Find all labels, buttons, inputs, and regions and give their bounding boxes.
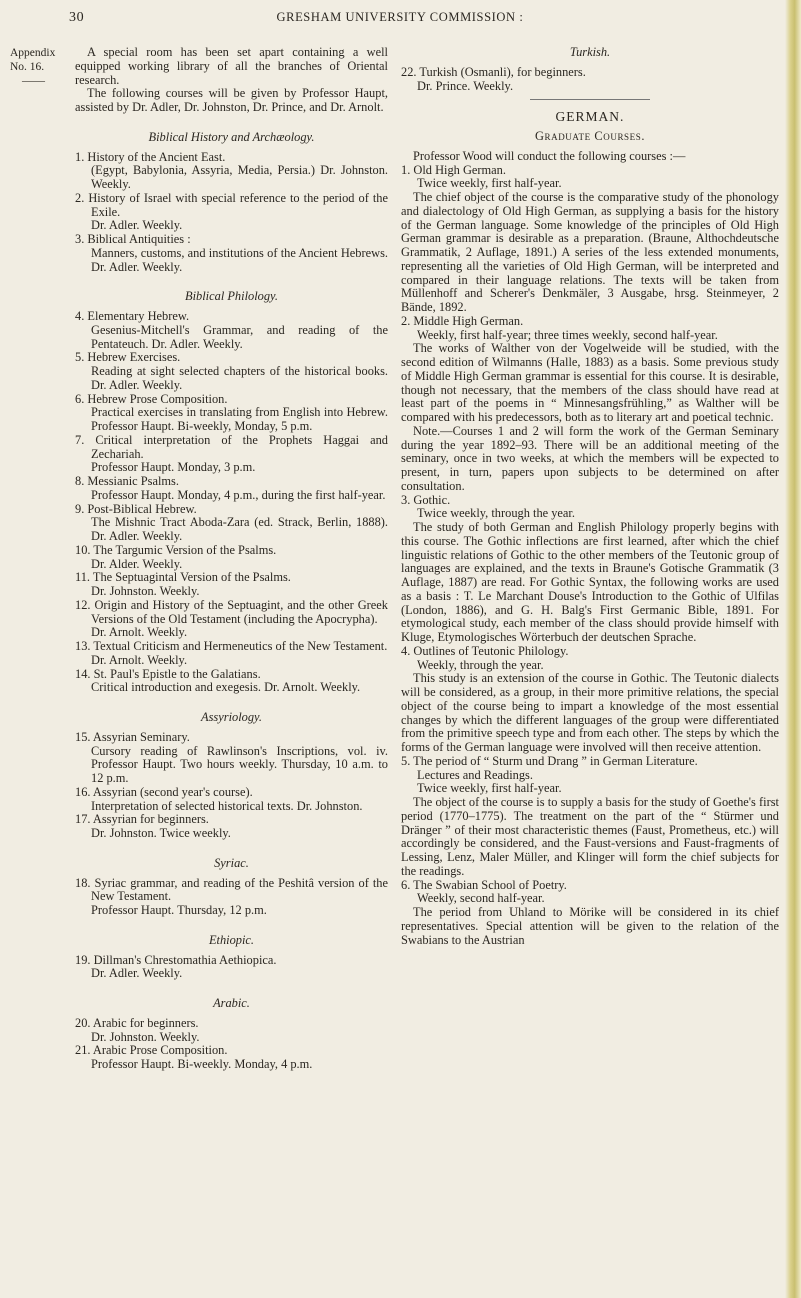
right-column [401, 46, 779, 947]
course-detail: Gesenius-Mitchell's Grammar, and reading of the Pentateuch. Dr. Adler. Weekly. [91, 322, 388, 351]
course-detail: Dr. Prince. Weekly. [417, 78, 514, 93]
course-item: 1. Old High German. [401, 162, 506, 177]
course-item: 1. History of the Ancient East. [75, 149, 226, 164]
section-heading: Graduate Courses. [534, 129, 646, 143]
margin-appendix: Appendix [10, 47, 56, 59]
paragraph: A special room has been set apart containing a well equipped working library of all the branches of Oriental research. [75, 45, 388, 87]
course-item: 18. Syriac grammar, and reading of the Peshitâ version of the New Testament. [75, 875, 388, 904]
course-item: 7. Critical interpretation of the Prophets Haggai and Zechariah. [75, 432, 388, 461]
paragraph: The chief object of the course is the comparative study of the phonology and dialectology of Old High German, as supplying a basis for the history of the German language. Some knowledge of the principles of Old High German grammar is desirable as a preparation. (Braune, Althochdeutsche Grammatik, 2 Auflage, 1891.) A series of the less extended monuments, representing all the varieties of Old High German, will be interpreted and compared in their language relations. The texts will be taken from Müllenhoff and Scherer's Denkmäler, 3 Ausgabe, hrsg. Steinmeyer, 2 Bände, 1892. [401, 190, 779, 314]
course-detail: Dr. Adler. Weekly. [91, 966, 183, 981]
course-detail: Manners, customs, and institutions of the Ancient Hebrews. Dr. Adler. Weekly. [91, 245, 388, 274]
course-item: 13. Textual Criticism and Hermeneutics of the New Testament. [75, 639, 388, 653]
paragraph: This study is an extension of the course in Gothic. The Teutonic dialects will be considered, as a group, in their more primitive relations, the special object of the course being to impart a knowledge of the most essential changes by which the different languages of the group were differentiated from the primitive speech type and from each other. The steps by which the forms of the German language were involved will then receive attention. [401, 671, 779, 754]
course-item: 21. Arabic Prose Composition. [75, 1043, 228, 1058]
course-detail: Weekly, through the year. [417, 657, 544, 672]
course-detail: Weekly, second half-year. [417, 891, 545, 906]
course-detail: Cursory reading of Rawlinson's Inscriptions, vol. iv. Professor Haupt. Two hours weekly. Thursday, 10 a.m. to 12 p.m. [91, 743, 388, 785]
course-detail: Dr. Arnolt. Weekly. [91, 652, 188, 667]
course-item: 5. Hebrew Exercises. [75, 350, 181, 365]
course-detail: Dr. Arnolt. Weekly. [91, 625, 188, 640]
course-detail: Professor Haupt. Monday, 4 p.m., during the first half-year. [91, 487, 386, 502]
course-detail: Critical introduction and exegesis. Dr. Arnolt. Weekly. [91, 680, 361, 695]
course-item: 3. Biblical Antiquities : [75, 232, 191, 246]
course-detail: Twice weekly, first half-year. [417, 176, 562, 191]
margin-note [10, 46, 60, 88]
page-number: 30 [69, 10, 85, 25]
course-detail: Professor Haupt. Monday, 3 p.m. [91, 460, 256, 475]
course-detail: (Egypt, Babylonia, Assyria, Media, Persia.) Dr. Johnston. Weekly. [91, 163, 388, 191]
course-item: 20. Arabic for beginners. [75, 1015, 199, 1030]
course-item: 6. Hebrew Prose Composition. [75, 391, 228, 406]
course-item: 15. Assyrian Seminary. [75, 729, 190, 744]
course-detail: Lectures and Readings. [417, 767, 533, 782]
section-heading: Biblical Philology. [185, 289, 278, 304]
left-column [75, 46, 388, 1072]
course-detail: Twice weekly, through the year. [417, 506, 575, 521]
section-heading: Arabic. [213, 996, 250, 1010]
course-detail: Professor Haupt. Bi-weekly. Monday, 4 p.m. [91, 1057, 313, 1071]
course-item: 10. The Targumic Version of the Psalms. [75, 542, 277, 557]
course-item: 4. Elementary Hebrew. [75, 309, 190, 323]
course-item: 16. Assyrian (second year's course). [75, 784, 253, 799]
course-item: 2. History of Israel with special reference to the period of the Exile. [75, 190, 388, 219]
course-detail: Professor Haupt. Thursday, 12 p.m. [91, 903, 267, 917]
section-heading: GERMAN. [555, 109, 625, 125]
course-item: 8. Messianic Psalms. [75, 474, 179, 488]
paragraph: Professor Wood will conduct the following courses :— [413, 148, 686, 163]
paragraph: The object of the course is to supply a basis for the study of Goethe's first period (1770–1775). The treatment on the part of the “ Stürmer und Dränger ” of their most characteristic themes (Faust, Prometheus, etc.) will accordingly be considered, and the Faust-versions and Faust-fragments of Lessing, Lenz, Maler Müller, and Klinger will form the chief subjects for the readings. [401, 795, 779, 878]
course-detail: Dr. Adler. Weekly. [91, 218, 183, 233]
course-item: 9. Post-Biblical Hebrew. [75, 501, 197, 516]
margin-dash: —— [22, 75, 45, 87]
course-item: 19. Dillman's Chrestomathia Aethiopica. [75, 952, 277, 967]
course-item: 4. Outlines of Teutonic Philology. [401, 643, 569, 658]
course-detail: The Mishnic Tract Aboda-Zara (ed. Strack, Berlin, 1888). Dr. Adler. Weekly. [91, 515, 388, 543]
section-heading: Assyriology. [201, 710, 262, 724]
paragraph: The period from Uhland to Mörike will be considered in its chief representatives. Special attention will be given to the relation of the Swabians to the Austrian [401, 905, 779, 947]
section-heading: Syriac. [214, 855, 249, 870]
course-detail: Twice weekly, first half-year. [417, 781, 562, 796]
course-item: 3. Gothic. [401, 492, 451, 507]
course-detail: Dr. Johnston. Weekly. [91, 1029, 200, 1044]
running-title: GRESHAM UNIVERSITY COMMISSION : [276, 10, 524, 24]
course-item: 14. St. Paul's Epistle to the Galatians. [75, 666, 261, 681]
margin-number: No. 16. [10, 61, 45, 73]
section-heading: Ethiopic. [208, 932, 255, 947]
paragraph: The works of Walther von der Vogelweide will be studied, with the second edition of Wilmanns (Halle, 1883) as a basis. Some previous study of Middle High German grammar is essential for this course. It is desirable, though not necessary, that the members of the class should have read at least part of the poems in “ Minnesangsfrühling,” as Walther will be compared with his predecessors, both as to literary art and poetical technic. [401, 341, 779, 424]
course-detail: Practical exercises in translating from English into Hebrew. Professor Haupt. Bi-weekly, Monday, 5 p.m. [91, 405, 388, 433]
course-item: 22. Turkish (Osmanli), for beginners. [401, 64, 586, 79]
page-edge-shadow [785, 0, 801, 1298]
course-item: 2. Middle High German. [401, 313, 524, 328]
course-detail: Dr. Johnston. Twice weekly. [91, 826, 231, 840]
course-detail: Weekly, first half-year; three times weekly, second half-year. [417, 327, 718, 342]
paragraph: The following courses will be given by Professor Haupt, assisted by Dr. Adler, Dr. Johnston, Dr. Prince, and Dr. Arnolt. [75, 86, 388, 114]
section-heading: Turkish. [569, 45, 611, 59]
course-item: 6. The Swabian School of Poetry. [401, 877, 567, 892]
course-item: 11. The Septuagintal Version of the Psalms. [75, 570, 291, 585]
paragraph: Note.—Courses 1 and 2 will form the work of the German Seminary during the year 1892–93. There will be an additional meeting of the seminary, once in two weeks, at which the members will be expected to present, in turn, papers upon subjects to be determined on after consultation. [401, 423, 779, 493]
course-detail: Dr. Johnston. Weekly. [91, 584, 200, 598]
course-detail: Interpretation of selected historical texts. Dr. Johnston. [91, 798, 363, 813]
course-item: 12. Origin and History of the Septuagint, and the other Greek Versions of the Old Testament (including the Apocrypha). [75, 597, 388, 626]
course-detail: Reading at sight selected chapters of the historical books. Dr. Adler. Weekly. [91, 364, 388, 392]
course-item: 17. Assyrian for beginners. [75, 812, 209, 827]
course-detail: Dr. Alder. Weekly. [91, 556, 183, 571]
section-heading: Biblical History and Archæology. [148, 129, 315, 144]
paragraph: The study of both German and English Philology properly begins with this course. The Gothic inflections are first learned, after which the chief linguistic relations of Gothic to the other members of the Teutonic group of languages are explained, and the texts in Braune's Gotische Grammatik (3 Auflage, 1887) are read. For Gothic Syntax, the following works are used as a basis : T. Le Marchant Douse's Introduction to the Gothic of Ulfilas (London, 1886), and G. H. Balg's First Germanic Bible, 1891. For etymological study, each member of the class should provide himself with Kluge, Etymologisches Wörterbuch der deutschen Sprache. [401, 520, 779, 644]
course-item: 5. The period of “ Sturm und Drang ” in German Literature. [401, 753, 698, 768]
